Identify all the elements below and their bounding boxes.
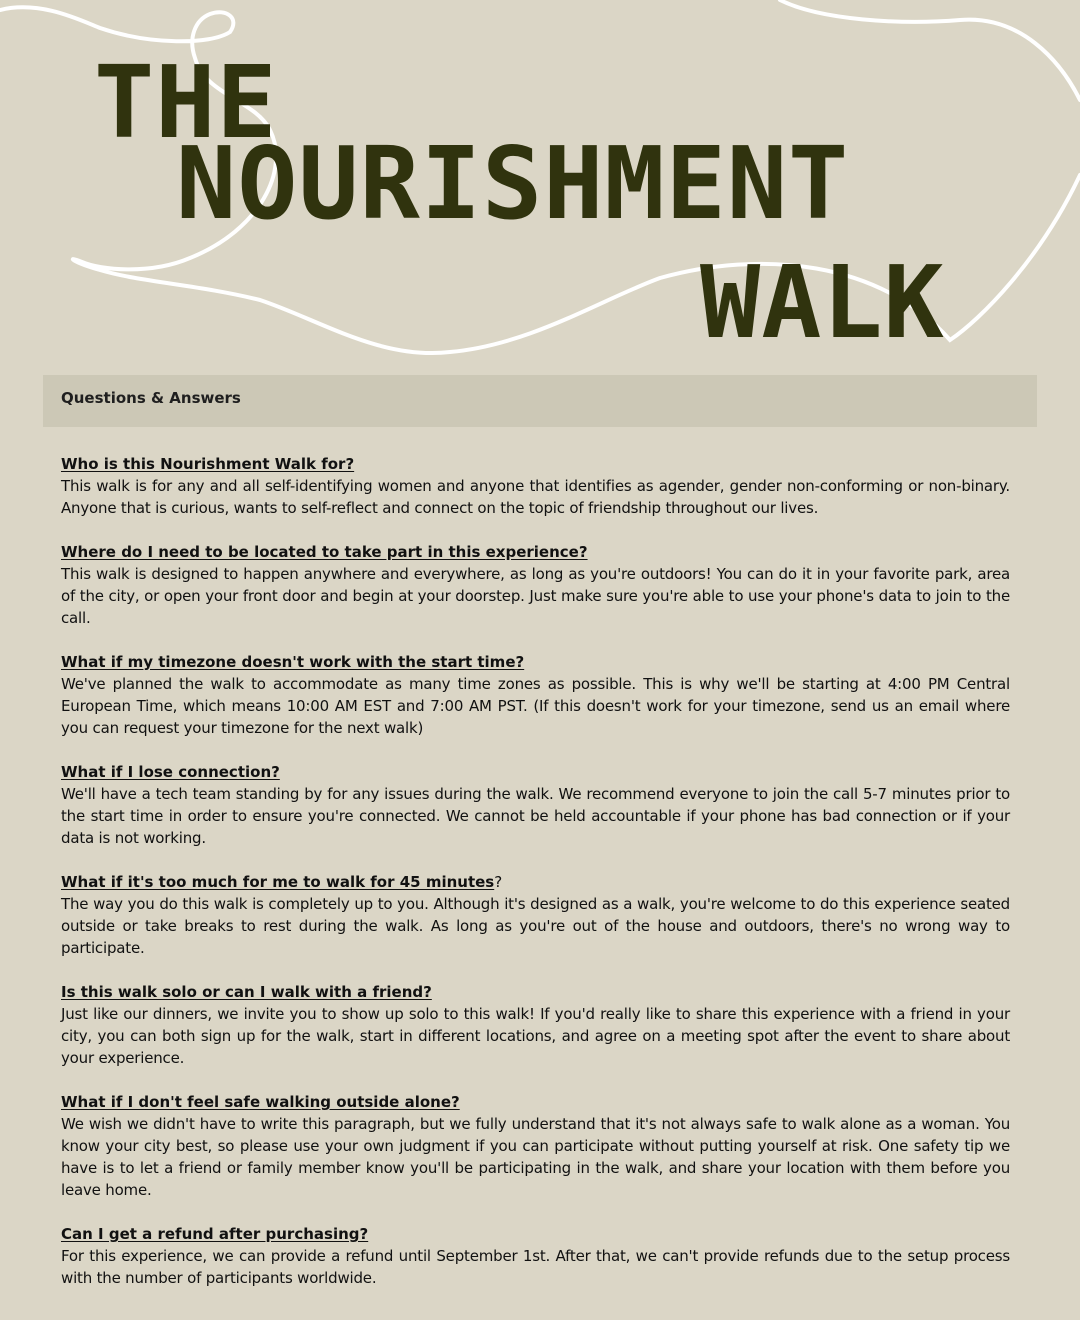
faq-item (61, 453, 1010, 519)
faq-answer: We'll have a tech team standing by for any issues during the walk. We recommend everyone to join the call 5-7 minutes prior to the start time in order to ensure you're connected. We cannot be held accountable if your phone has bad connection or if your data is not working. (61, 785, 1010, 847)
faq-item (61, 1091, 1010, 1201)
faq-question (61, 651, 1010, 673)
faq-question-text: Can I get a refund after purchasing? (61, 1225, 369, 1243)
faq-question-text: Where do I need to be located to take part in this experience? (61, 543, 588, 561)
faq-item (61, 541, 1010, 629)
faq-question-text: What if my timezone doesn't work with the start time? (61, 653, 525, 671)
faq-item (61, 761, 1010, 849)
faq-answer: Just like our dinners, we invite you to show up solo to this walk! If you'd really like to share this experience with a friend in your city, you can both sign up for the walk, start in different locations, and agree on a meeting spot after the event to share about your experience. (61, 1005, 1010, 1067)
faq-question (61, 981, 1010, 1003)
faq-item (61, 651, 1010, 739)
faq-answer: The way you do this walk is completely up to you. Although it's designed as a walk, you're welcome to do this experience seated outside or take breaks to rest during the walk. As long as you're out of the house and outdoors, there's no wrong way to participate. (61, 895, 1010, 957)
faq-question (61, 1223, 1010, 1245)
faq-list (61, 453, 1010, 1311)
faq-question-text: What if I don't feel safe walking outside alone? (61, 1093, 460, 1111)
faq-question (61, 761, 1010, 783)
faq-question (61, 871, 1010, 893)
faq-question (61, 453, 1010, 475)
title-line-2: NOURISHMENT (176, 125, 850, 242)
qa-header-label: Questions & Answers (61, 389, 241, 407)
faq-question (61, 541, 1010, 563)
faq-answer: This walk is designed to happen anywhere and everywhere, as long as you're outdoors! You can do it in your favorite park, area of the city, or open your front door and begin at your doorstep. Just make sure you're able to use your phone's data to join to the call. (61, 565, 1010, 627)
qa-header-bar (43, 375, 1037, 427)
title-line-3: WALK (700, 244, 945, 361)
faq-item (61, 871, 1010, 959)
faq-question-text: What if it's too much for me to walk for 45 minutes (61, 873, 495, 891)
faq-question-text: Who is this Nourishment Walk for? (61, 455, 355, 473)
faq-question-text: Is this walk solo or can I walk with a friend? (61, 983, 432, 1001)
title-line-1: THE (94, 44, 278, 161)
faq-question-text: What if I lose connection? (61, 763, 280, 781)
faq-question-tail: ? (494, 873, 503, 891)
faq-item (61, 981, 1010, 1069)
faq-answer: We've planned the walk to accommodate as many time zones as possible. This is why we'll be starting at 4:00 PM Central European Time, which means 10:00 AM EST and 7:00 AM PST. (If this doesn't work for your timezone, send us an email where you can request your timezone for the next walk) (61, 675, 1010, 737)
faq-item (61, 1223, 1010, 1289)
faq-answer: For this experience, we can provide a refund until September 1st. After that, we can't provide refunds due to the setup process with the number of participants worldwide. (61, 1247, 1010, 1287)
faq-answer: We wish we didn't have to write this paragraph, but we fully understand that it's not always safe to walk alone as a woman. You know your city best, so please use your own judgment if you can participate without putting yourself at risk. One safety tip we have is to let a friend or family member know you'll be participating in the walk, and share your location with them before you leave home. (61, 1115, 1010, 1199)
faq-answer: This walk is for any and all self-identifying women and anyone that identifies as agender, gender non-conforming or non-binary. Anyone that is curious, wants to self-reflect and connect on the topic of friendship throughout our lives. (61, 477, 1010, 517)
faq-question (61, 1091, 1010, 1113)
